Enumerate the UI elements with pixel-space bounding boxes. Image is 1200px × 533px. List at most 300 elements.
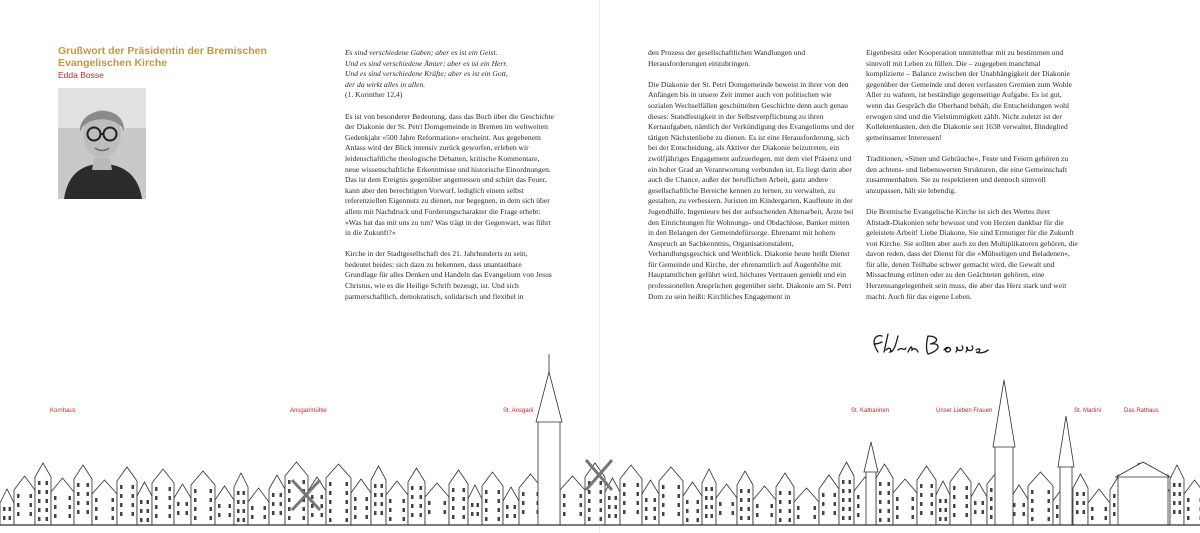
skyline-window — [169, 514, 172, 518]
skyline-window — [623, 501, 626, 505]
text-column-3 — [866, 48, 1078, 313]
skyline-window — [849, 498, 852, 502]
skyline-window — [842, 507, 845, 511]
skyline-window — [637, 501, 640, 505]
skyline-window — [748, 507, 751, 511]
skyline-window — [1023, 503, 1026, 507]
paragraph: Es ist von besonderer Bedeutung, dass das Buch über die Geschichte der Diakonie der St. Petri Domgemeinde in Bremen im weltweiten Gedenkjahr »500 Jahre Reformation« erscheint. Aus gegebenem Anlass wird der Blick intensiv zurück geworfen, erleben wir leidenschaftliche theologische Debatten, kritische Kommentare, neue wissenschaftliche Erkenntnisse und historische Einordnungen. Das ist dem Ereignis gegenüber angemessen und schürt das Feuer, kann aber den berechtigten Vorwurf, lediglich einem selbst referenziellen Eigennutz zu dienen, nur begegnen, in dem sich über allem mit Nachdruck und Forderungscharakter die Frage erhebt: »Was hat das mit uns zu tun? Was trägt in der Gegenwart, was führt in die Zukunft?« — [345, 111, 554, 238]
skyline-window — [1187, 498, 1190, 502]
skyline-window — [471, 512, 474, 516]
paragraph: Kirche in der Stadtgesellschaft des 21. Jahrhunderts zu sein, bedeutet beides: sich dazu zu bekennen, dass unantastbare Grundlage für alles Denken und Handeln das Evangelium von Jesus Christus, wie es die Heilige Schrift bezeugt, ist. Und sich partnerschaftlich, demokratisch, solidarisch und flexibel in — [345, 249, 552, 301]
skyline-window — [966, 495, 969, 499]
skyline-window — [498, 508, 501, 512]
skyline-window — [463, 506, 466, 510]
skyline-window — [194, 498, 197, 502]
skyline-window — [381, 493, 384, 497]
skyline-window — [140, 500, 143, 504]
skyline-window — [420, 504, 423, 508]
skyline-house — [371, 466, 386, 525]
skyline-window — [849, 516, 852, 520]
skyline-window — [17, 494, 20, 498]
skyline-window — [654, 498, 657, 502]
skyline-window — [756, 504, 759, 508]
skyline-window — [112, 507, 115, 511]
skyline-window — [112, 498, 115, 502]
skyline-window — [779, 491, 782, 495]
skyline-window — [1091, 507, 1094, 511]
skyline-window — [329, 518, 332, 522]
skyline-window — [288, 480, 291, 484]
katharinen-spire — [864, 442, 878, 472]
skyline-window — [834, 511, 837, 515]
skyline-window — [857, 513, 860, 517]
skyline-label-rathaus: Das Rathaus — [1124, 408, 1159, 414]
skyline-window — [132, 503, 135, 507]
skyline-window — [229, 513, 232, 517]
skyline-window — [879, 491, 882, 495]
skyline-window — [411, 495, 414, 499]
skyline-window — [354, 497, 357, 501]
skyline-window — [789, 500, 792, 504]
text-column-2 — [648, 48, 856, 313]
skyline-window — [420, 486, 423, 490]
skyline-window — [237, 518, 240, 522]
skyline-window — [732, 511, 735, 515]
skyline-house — [936, 481, 950, 525]
skyline-window — [9, 507, 12, 511]
skyline-label-kornhaus: Kornhaus — [50, 408, 76, 414]
skyline-window — [912, 515, 915, 519]
skyline-window — [834, 493, 837, 497]
skyline-window — [945, 508, 948, 512]
skyline-window — [346, 509, 349, 513]
liebfrauen-tower — [995, 445, 1013, 525]
skyline-window — [169, 487, 172, 491]
skyline-window — [444, 501, 447, 505]
skyline-window — [1031, 517, 1034, 521]
skyline-window — [879, 500, 882, 504]
skyline-window — [953, 513, 956, 517]
skyline-window — [888, 482, 891, 486]
motto-citation: (1. Korinther 12,4) — [345, 90, 403, 100]
skyline-window — [740, 516, 743, 520]
skyline-window — [403, 517, 406, 521]
skyline-window — [705, 505, 708, 509]
skyline-window — [374, 484, 377, 488]
skyline-window — [705, 496, 708, 500]
skyline-window — [966, 486, 969, 490]
skyline-window — [463, 488, 466, 492]
skyline-window — [506, 514, 509, 518]
skyline-window — [945, 499, 948, 503]
martini-tower — [1060, 465, 1072, 525]
skyline-window — [756, 513, 759, 517]
paragraph: Die Diakonie der St. Petri Domgemeinde beweist in ihrer von den Anfängen bis in unsere Zeit immer auch von politischen wie sozialen Wechselfällen geschüttelten Geschichte denn auch genau dieses: Standfestigkeit in der Selbstverpflichtung zu ihren Kernaufgaben, nämlich der Verkündigung des Evangeliums und der tätigen Nächstenliebe zu dienen. Es ist eine Herausforderung, sich bei der Entscheidung, als Aktiver der Diakonie beizutreten, ein zwölfjähriges Engagement aufzuerlegen, mit dem viel Präsenz und ein hoher Grad an Verantwortung verbunden ist. Es liegt darin aber auch die Chance, außer der beruflichen Arbeit, ganz andere gesellschaftliche Bereiche kennen zu lernen, zu verwalten, zu gestalten, zu verbessern. Juristen im Kindergarten, Kaufleute in der Jugendhilfe, Ingenieure bei der aufsuchenden Altenarbeit, Ärzte bei den Einrichtungen für Wohnungs- und Obdachlose, Banker mitten in den Belangen der Gemeindefürsorge. Ehrenamt mit hohem Anspruch an Sachkenntnis, Organisationstalent, Verhandlungsgeschick und Weitblick. Diakonie heute heißt Dienst für Gemeinde und Kirche, der ehrenamtlich auf Augenhöhe mit Hauptamtlichen geführt wird, höchstes Vertrauen genießt und ein professionellen Ansprüchen gegenüber sieht. Diakonie am St. Petri Dom zu sein heißt: Kirchliches Engagement in — [648, 79, 855, 301]
skyline-window — [77, 501, 80, 505]
skyline-window — [155, 514, 158, 518]
skyline-house — [1073, 474, 1088, 525]
skyline-window — [623, 510, 626, 514]
skyline-window — [1031, 508, 1034, 512]
skyline-window — [740, 498, 743, 502]
skyline-window — [112, 516, 115, 520]
skyline-window — [311, 495, 314, 499]
skyline-window — [280, 502, 283, 506]
skyline-window — [732, 502, 735, 506]
skyline-window — [186, 502, 189, 506]
skyline-label-st-martini: St. Martini — [1074, 408, 1102, 414]
skyline-label-ansgarimuehle: Ansgarimühle — [290, 408, 327, 414]
skyline-window — [588, 490, 591, 494]
skyline-window — [69, 505, 72, 509]
skyline-window — [588, 499, 591, 503]
skyline-window — [452, 488, 455, 492]
skyline-window — [147, 500, 150, 504]
skyline-window — [990, 515, 993, 519]
skyline-window — [1187, 516, 1190, 520]
skyline-window — [686, 509, 689, 513]
skyline-window — [321, 495, 324, 499]
skyline-window — [697, 509, 700, 513]
skyline-window — [177, 502, 180, 506]
skyline-window — [654, 507, 657, 511]
skyline-window — [888, 500, 891, 504]
skyline-window — [1105, 516, 1108, 520]
skyline-window — [563, 512, 566, 516]
skyline-window — [303, 516, 306, 520]
skyline-window — [608, 505, 611, 509]
skyline-window — [366, 515, 369, 519]
skyline-window — [411, 513, 414, 517]
skyline-window — [600, 481, 603, 485]
skyline-window — [374, 493, 377, 497]
skyline-window — [966, 513, 969, 517]
skyline-window — [662, 503, 665, 507]
skyline-window — [498, 517, 501, 521]
skyline-window — [329, 509, 332, 513]
motto-line-3: Und es sind verschiedene Kräfte; aber es ist ein Gott, — [345, 69, 508, 79]
skyline-window — [662, 512, 665, 516]
skyline-window — [748, 498, 751, 502]
skyline-house — [174, 484, 191, 525]
skyline-window — [452, 497, 455, 501]
skyline-window — [834, 502, 837, 506]
skyline-window — [888, 509, 891, 513]
skyline-house — [215, 486, 234, 525]
skyline-window — [563, 503, 566, 507]
skyline-window — [719, 502, 722, 506]
skyline-window — [389, 508, 392, 512]
skyline-window — [678, 485, 681, 489]
skyline-house — [408, 468, 425, 525]
skyline-window — [87, 483, 90, 487]
skyline-window — [411, 486, 414, 490]
skyline-house — [269, 475, 285, 525]
skyline-window — [243, 500, 246, 504]
skyline-window — [982, 510, 985, 514]
skyline-house — [468, 485, 482, 525]
skyline-window — [797, 506, 800, 510]
skyline-window — [237, 491, 240, 495]
skyline-window — [346, 518, 349, 522]
skyline-window — [697, 518, 700, 522]
skyline-window — [366, 506, 369, 510]
skyline-window — [654, 516, 657, 520]
skyline-window — [842, 516, 845, 520]
skyline-window — [3, 516, 6, 520]
skyline-window — [771, 513, 774, 517]
skyline-window — [600, 517, 603, 521]
skyline-window — [842, 489, 845, 493]
skyline-window — [623, 492, 626, 496]
skyline-window — [1173, 510, 1176, 514]
skyline-window — [46, 508, 49, 512]
skyline-window — [1173, 483, 1176, 487]
skyline-window — [77, 510, 80, 514]
skyline-window — [931, 484, 934, 488]
skyline-window — [600, 490, 603, 494]
skyline-window — [444, 510, 447, 514]
skyline-window — [662, 494, 665, 498]
skyline-window — [147, 518, 150, 522]
skyline-window — [389, 499, 392, 503]
skyline-window — [678, 512, 681, 516]
skyline-window — [420, 513, 423, 517]
skyline-window — [896, 497, 899, 501]
skyline-window — [600, 499, 603, 503]
skyline-window — [77, 492, 80, 496]
skyline-window — [600, 508, 603, 512]
skyline-window — [896, 515, 899, 519]
skyline-window — [346, 482, 349, 486]
skyline-window — [857, 504, 860, 508]
skyline-house — [74, 465, 92, 525]
author-name: Edda Bosse — [58, 70, 104, 80]
skyline-window — [615, 505, 618, 509]
skyline-window — [580, 494, 583, 498]
skyline-window — [514, 514, 517, 518]
liebfrauen-spire — [993, 380, 1015, 447]
skyline-window — [522, 501, 525, 505]
skyline-window — [17, 512, 20, 516]
skyline-window — [237, 509, 240, 513]
skyline-window — [389, 517, 392, 521]
skyline-window — [428, 510, 431, 514]
skyline-window — [120, 494, 123, 498]
martini-spire — [1058, 416, 1074, 467]
skyline-window — [514, 505, 517, 509]
skyline-window — [879, 518, 882, 522]
skyline-window — [645, 516, 648, 520]
skyline-window — [789, 509, 792, 513]
skyline-window — [1076, 510, 1079, 514]
skyline-window — [194, 516, 197, 520]
skyline-window — [303, 480, 306, 484]
skyline-window — [288, 507, 291, 511]
skyline-window — [54, 496, 57, 500]
skyline-window — [485, 490, 488, 494]
skyline-window — [485, 499, 488, 503]
skyline-house — [1184, 480, 1200, 525]
skyline-window — [169, 496, 172, 500]
skyline-window — [321, 513, 324, 517]
skyline-window — [38, 508, 41, 512]
skyline-window — [912, 497, 915, 501]
skyline-window — [329, 482, 332, 486]
skyline-window — [1076, 492, 1079, 496]
skyline-window — [580, 512, 583, 516]
skyline-window — [945, 517, 948, 521]
heading-line-2: Evangelischen Kirche — [58, 57, 168, 69]
skyline-window — [374, 502, 377, 506]
skyline-house — [1170, 465, 1184, 525]
skyline-window — [1105, 507, 1108, 511]
skyline-window — [990, 488, 993, 492]
skyline-house — [503, 487, 519, 525]
skyline-window — [140, 509, 143, 513]
skyline-house — [14, 476, 35, 525]
skyline-window — [354, 506, 357, 510]
skyline-window — [95, 498, 98, 502]
skyline-window — [155, 487, 158, 491]
skyline-window — [645, 507, 648, 511]
skyline-window — [452, 515, 455, 519]
skyline-window — [272, 502, 275, 506]
skyline-window — [46, 517, 49, 521]
text-column-1 — [345, 48, 555, 313]
skyline-window — [990, 497, 993, 501]
skyline-house — [560, 476, 585, 525]
skyline-window — [748, 516, 751, 520]
skyline-window — [1056, 505, 1059, 509]
skyline-window — [645, 498, 648, 502]
skyline-window — [381, 511, 384, 515]
skyline-window — [251, 506, 254, 510]
skyline-window — [251, 515, 254, 519]
skyline-window — [1113, 512, 1116, 516]
ansgarii-spire — [536, 372, 562, 422]
skyline-window — [1179, 501, 1182, 505]
katharinen-tower — [866, 470, 876, 525]
skyline-label-st-ansgarii: St. Ansgarii — [503, 408, 534, 414]
skyline-window — [686, 518, 689, 522]
skyline-window — [1173, 492, 1176, 496]
skyline-window — [740, 489, 743, 493]
skyline-window — [779, 509, 782, 513]
skyline-window — [1083, 492, 1086, 496]
skyline-window — [155, 505, 158, 509]
skyline-window — [1091, 516, 1094, 520]
skyline-window — [920, 502, 923, 506]
skyline-window — [1056, 514, 1059, 518]
skyline-window — [931, 502, 934, 506]
paragraph: Eigenbesitz oder Kooperation unmittelbar mit zu bestimmen und sinnvoll mit Leben zu füllen. Die – zugegeben manchmal komplizierte – Balance zwischen der Unabhängigkeit der Diakonie gegenüber der Gemeinde und deren verfassten Gremien zum Wohle Aller zu wahren, ist beständige gegenseitige Aufgabe. Es ist gut, wenn das Gespräch die Oberhand behält, die Entscheidungen wohl erwogen sind und die Vielstimmigkeit zählt. Nicht zuletzt ist der Kollektenkasten, den die Diakonie seit 1638 verwaltet, Bindeglied gemeinsamer Interessen! — [866, 48, 1072, 142]
skyline-window — [169, 505, 172, 509]
skyline-window — [69, 496, 72, 500]
skyline-window — [686, 500, 689, 504]
skyline-window — [95, 507, 98, 511]
skyline-house — [839, 462, 854, 525]
motto-line-2: Und es sind verschiedene Ämter; aber es ist ein Herr. — [345, 58, 508, 68]
skyline-window — [403, 508, 406, 512]
skyline-window — [711, 514, 714, 518]
skyline-window — [69, 514, 72, 518]
skyline-window — [797, 515, 800, 519]
skyline-window — [30, 512, 33, 516]
skyline-window — [888, 518, 891, 522]
skyline-window — [354, 515, 357, 519]
skyline-window — [272, 511, 275, 515]
skyline-window — [30, 494, 33, 498]
skyline-window — [120, 512, 123, 516]
skyline-house — [0, 489, 14, 525]
skyline-window — [54, 505, 57, 509]
skyline-window — [1023, 512, 1026, 516]
skyline-window — [931, 511, 934, 515]
skyline-window — [87, 492, 90, 496]
skyline-window — [1173, 501, 1176, 505]
skyline-window — [321, 504, 324, 508]
skyline-window — [789, 518, 792, 522]
skyline-window — [329, 500, 332, 504]
skyline-window — [95, 516, 98, 520]
portrait-photo — [58, 88, 146, 199]
skyline-window — [264, 515, 267, 519]
skyline-house — [449, 470, 468, 525]
skyline-window — [30, 503, 33, 507]
motto-line-1: Es sind verschiedene Gaben; aber es ist ein Geist. — [345, 48, 498, 57]
skyline-window — [711, 496, 714, 500]
skyline-window — [857, 495, 860, 499]
skyline-window — [697, 500, 700, 504]
skyline-window — [1113, 503, 1116, 507]
skyline-window — [615, 514, 618, 518]
skyline-window — [87, 510, 90, 514]
skyline-window — [1031, 499, 1034, 503]
skyline-window — [1179, 492, 1182, 496]
skyline-window — [120, 503, 123, 507]
skyline-window — [346, 491, 349, 495]
skyline-window — [452, 506, 455, 510]
skyline-window — [381, 502, 384, 506]
skyline-window — [303, 507, 306, 511]
skyline-window — [17, 503, 20, 507]
skyline-window — [966, 504, 969, 508]
skyline-window — [939, 517, 942, 521]
skyline-window — [381, 484, 384, 488]
skyline-window — [243, 509, 246, 513]
skyline-window — [920, 511, 923, 515]
skyline-window — [155, 496, 158, 500]
skyline-window — [218, 504, 221, 508]
skyline-window — [1031, 490, 1034, 494]
skyline-window — [120, 485, 123, 489]
skyline-window — [218, 513, 221, 517]
skyline-window — [711, 505, 714, 509]
skyline-window — [678, 494, 681, 498]
skyline-window — [608, 496, 611, 500]
skyline-window — [403, 499, 406, 503]
skyline-window — [177, 511, 180, 515]
skyline-window — [471, 503, 474, 507]
skyline-window — [879, 482, 882, 486]
skyline-window — [953, 504, 956, 508]
skyline-window — [1113, 494, 1116, 498]
skyline-window — [280, 511, 283, 515]
skyline-window — [662, 485, 665, 489]
skyline-window — [264, 506, 267, 510]
paragraph: Die Bremische Evangelische Kirche ist sich des Wertes ihrer Altstadt-Diakonien sehr bewusst und von Herzen dankbar für die geleistete Arbeit! Liebe Diakone, Sie sind Ermutiger für die Zukunft von Kirche. Sie sollten aber auch zu den Multiplikatoren gehören, die davon reden, dass der Dienst für die »Mühseligen und Beladenen«, für alle, denen Teilhabe schwer gemacht wird, die Gewalt und Missachtung erlitten oder zu den Geächteten gehören, eine Herzensangelegenheit sein muss, die aber das Herz stark und weit macht. Auch für das eigene Leben. — [866, 206, 1078, 301]
